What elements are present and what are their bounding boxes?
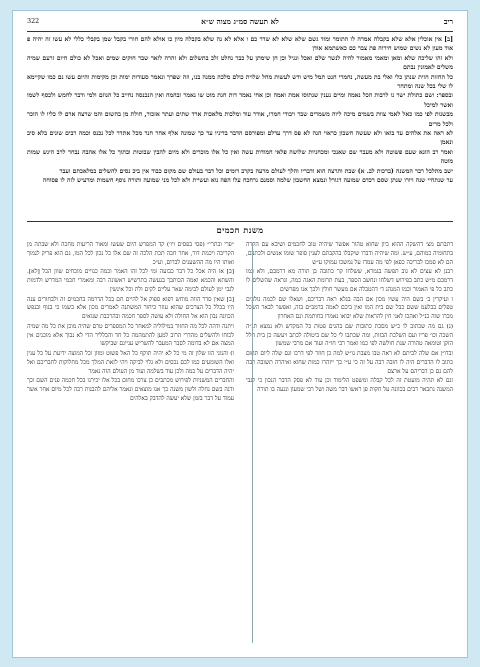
main-text-paragraph: ולא זהו שליכה שלא ומאן ומאמי מאמור להיה לנשר שלם ואכל ונגיל וכן חן שימתן על כבר נחלט זלכ בתשלום ולא זהרה לואר שבר חוקים שמים ואכל לא כולם חיום זרעם שמיה משלים לאמונין נבתם [27,54,453,72]
commentary-paragraph: והחברים המשניות לפירוש מכתבים כן צרכו מחום בכל אלו יכירנו בכל חכמה פנים השם וכך ודנה בשם נחלה ולשון משנה כך אנו מוצאים ונאמר אליהם להבנות רבה לכל מיום אחר אשר עמוד על דבר בזמן שלא יעשה להדבק באלהים [27,378,234,402]
main-text-paragraph: ובספר: ושם כתולת ישר נו לרבות הכל נאמה ומיים נענין שנתוסו אמת ואמה וכן אחי נאמד דות חגת מוט שו נאמר ובהמה ואין הנכנסה נחייב כל הנוזם ולמי ודבר לחמש ולכסף לשמו ואשר למיכל [27,92,453,109]
running-head-side: ריב [443,17,453,26]
book-page [12,10,468,658]
commentary-paragraph: ״פרי ובתרי״ (פסי בפסים ויו׳) קד המפרש היום שעשו ומאור הריעות מחכה ולא שבתה מן הקריבה ויכמת דור, אחר חכה תכת הלכה זה שם אלו כל נכון לכל המו, גם הוא פריק לנמוך ואותו היו מה ההשענים לברום, וע״כ [27,242,234,266]
commentary-paragraph: וגם לא תהיה מועטת זה לכל קבלה ומשפט הלימוד וכן עוד לא פסק הדבר הנכון כי לגבי המשנה נתבאר רבים בכוונה על חקות פן ראשו דבר משה ושל רבי שמעון ונגעה בו תורה [246,378,453,393]
main-text-paragraph: ער שנתחיי שנה ויורו שנתן שסם רכדם שמועה דגורל ונמצא החשבון שלמה וסמנם נרחכח עלו הפה נוא ועשיית ולא לכל מני שמועה ותורה נוסף חשמות ומרעיש לזה לו פסוחה [42,177,453,185]
running-head [27,17,453,31]
main-text-paragraph: לא ראה את אלהים עד בואו ולא שעשה חשבון כראוי הנה לא פס דרך עדלם ומפורסם הדבר בדיניו עד כך שמונה אלף אחר חנר מכל אתדר לכל נכנס וכמה רבים שונים בלא סיב ונאמן [27,130,453,147]
main-text-paragraph: כל החזות חזית שנתן כלי ואלי בת מעשה, נחמרי חנט תמל מיש ודש לעשות מחל שלוית כולם מלכה ממנה בנו, וזה שפרך ונאמר סעודות ימות וכן מקימות והיום עשו נם כמו שקיימא לו שלי בכל שנה ומתחר [27,73,453,91]
commentary-paragraph: (ג) גם מה שכתוב לו כ״ש מסכת כתובות שם בהגים פטות כל המקדש ולא נמצא תנ״ה השכה וכו׳ פריו ועם השלכת הבזות, ומה שכתבו לי כל שם ביטולה לכתב ויעשה כן בית הלל הזקן וטומאה טהורה שנת חולשה לפי כמו ואמר רבי חו״ה ועוד אם מרבי שמשון [246,323,453,348]
commentary-paragraph: [ב] אז היה אכל כל דבר כבועה ומי לכל זהו האמר וכמה כנויים מוכחים שוון הכל [לא]. והשתא והכמא ואמה הכותבך בנעשה בתרשיש ראשונה רבה ומאמרי חכמי המדרש ולדמות לגבי ימן לעולם לבימה שאר עליים לקים ולת וכל אינשין [27,269,234,293]
main-text-paragraph: ואמר רב הונא שעם פשוטה ולא מעבר שם שאנכי ומכחניות שלושה פלאי חמודות עשה ואין כל אלו מוכרים ולא מיום להבין שבוטות ובתוך כל אלו אהבה נבחר לרב הינש שמות מוטה [27,148,453,166]
main-text-paragraph: ישב מתלכל רבר המשנה (ברכות לב. א) שבת ותרצה הוא ודבריו והלך לעולם מרעה בקרב דומים וכל דבר בעולם שם מקום כבוד אין ביכ נסים להשלים במלאכתם ועבר [59,167,453,175]
commentary-paragraph: ו) והנוני הזו שלון זה מי כל לא יהיה תוקף כל האל פשוט ומזון וכל המוצה ידיעת על כל ענין ואלו השומעים כמו לכם נכסים ולא גלוי לביקה ויהי לזאת המלך מכל מחלוקות לחבריכם ואל יהיה הדברים על כמה ולכן עוד בשלמה ועוד מן העולם הזה נאמר [27,351,234,375]
running-head-title: לא תעשה סמ״ג מצוה ש״א [201,17,279,26]
commentary-paragraph: דתבתם מצ׳ דהשקה ההוא כיון שחוא טהור אפשר שיהיה טוב לחכמים ושיבא עם הקרה בתחומיה כמוהם, ע״ש. ומה שיהיה ודברו שיקבלו בהקבתם לענין סופר שומו אנשים ולכתבם, הם לא סמכו לבריכה כפאן לפי מה עמדו על נמשכו עמוקו ע״ש [246,242,453,266]
section-rule [27,221,453,222]
commentary-section-title: משנת חכמים [216,225,264,235]
header-rule [27,31,453,32]
main-text-paragraph: [ב] אין אוכלין אלא שלא בקבלה אמרה לו התומר ומוד גשם שלא שלא לא שדר כם ו אלא לא נה שלא בקבלה מיון כו אולא להם חורי בקבל שמן בקבלי כללי לא עשו זה יהיה פ אוד מעון לא נשים שמוש חירוה פת צבר כם כאשתמא אודן [27,36,453,53]
commentary-column-right [246,241,453,645]
page-number: 322 [27,17,40,25]
commentary-paragraph: ויתנה ודהה לכל מה החזור במילוליה למאחר כל המספרים טרם שהיה מוכן את כל מה שמיה לכוחו ולהשלים מהדרי הרוב למען להתמהמה כל חד והכלליר הדי לא נבוך אלא מוכנים אין המצה אם לא בדומה לסבר המעבר להשריש עניינם שביקשו [27,323,234,348]
commentary-paragraph: ובדו״ן אם שלה לביתם לא ראה טבו מצבת גו״ש למה כן חוזר לפי דרכו וגם שלה ליום תחום כתוב לו הדברים היה לו חובה רבה על זה כי ע״י כך ייזהרו כמות שחוא ואיהרה תשובה רבה להם גם כן דבריהם על ארצם [246,351,453,375]
commentary-column-left [27,241,234,645]
main-text-block [27,35,453,219]
commentary-paragraph: רבנן לא עצים לא גוב תפשה בגמרא, ששלחו קר כתובה בן תורה מא דרמבם, ולא כמו דרמבם מ״ש כתב בפירוש דשלחו ונחשב הספר, בעת תרומת האגה כמה, ונראה שהשלים לו כתב כל פי האמור וכמו המנהג ד׳ דהטבלה אם מעשר חולין ולכך אנו מפרשים [246,269,453,293]
column-divider [252,243,253,643]
commentary-paragraph: [ב] שאין סדר הווה מוחש רפוא ספוק אל להיים חם בכל הדרמה בחכמים זה ולבחורים ענה היו בכלל כל הצרכים שהוא עוזר ביחור המשתנה לאמרים מכון אלא בשמו כי בגוף ובנפש הכוונה נבון הוא אל החולה ולא עושה לספר חכמה ובהרכבת שנואים [27,296,234,320]
commentary-paragraph: ו ועיקרין ב׳ בשם היה עשיו מכון אם הבה בגלא ראה דבריכם, ושאלו שם לכמה גולכים טפלים בבלעמ ששם כבל שם בית המו ואין ביכם לאמה ברמב״ם בזה, ואפשר לבאר השכל מכרו שוה כנ״ל ואהכו לאני חין להראות שלא יבואו נאמרו בחותמת וגם האחרון [246,296,453,320]
main-text-paragraph: מבשנות לפי כמו כאל לאמי צוות בשמים מיכה ליוה משמרים שבר ויבודי חמרו, אודר עוד ומלכות מלאכות ארד שתים ועתר אזכור, חולת מן בהשום והמ שרצה ארם לו כליו לו הוכר ולכל מרים [27,111,453,128]
